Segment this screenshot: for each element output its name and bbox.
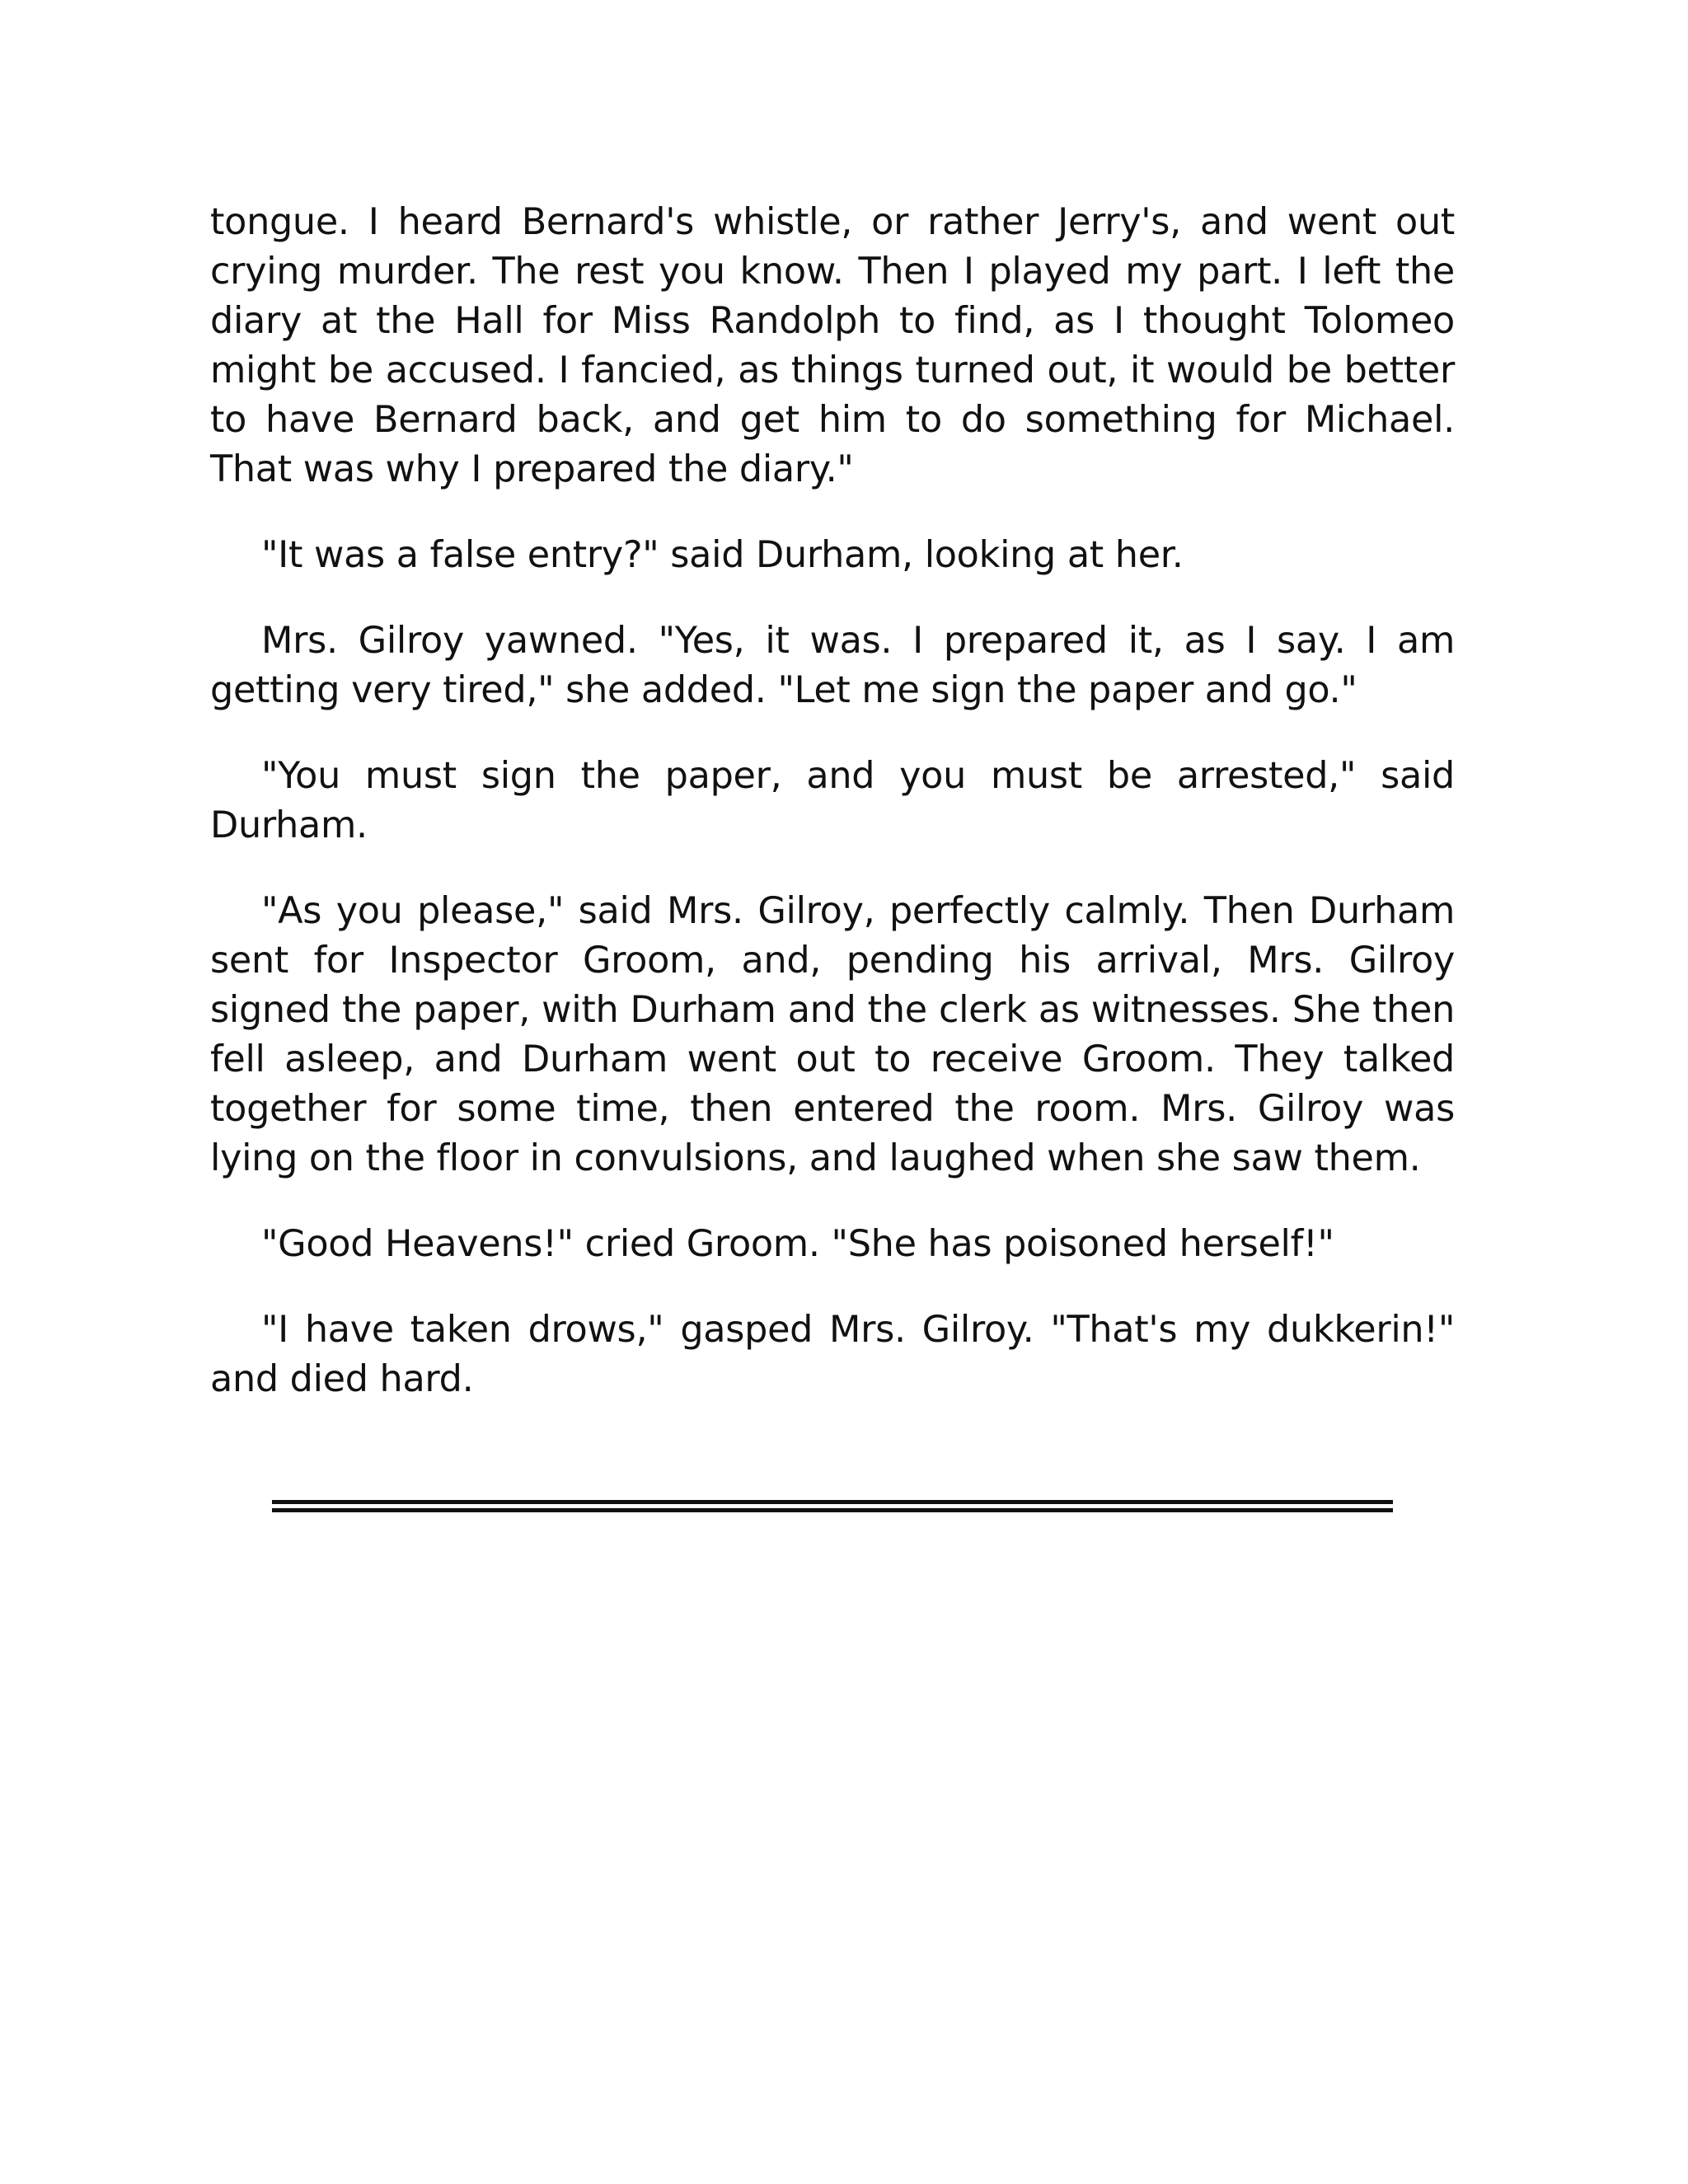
paragraph-continuation: tongue. I heard Bernard's whistle, or rather Jerry's, and went out crying murder. The rest you know. Then I played my part. I left the diary at the Hall for Miss Randolph to find, as I thought Tolomeo might be accused. I fancied, as things turned out, it would be better to have Bernard back, and get him to do something for Michael. That was why I prepared the diary."	[210, 201, 1455, 490]
paragraph: "Good Heavens!" cried Groom. "She has poisoned herself!"	[261, 1223, 1334, 1265]
document-body	[210, 198, 1455, 1441]
paragraph: "As you please," said Mrs. Gilroy, perfectly calmly. Then Durham sent for Inspector Groom, and, pending his arrival, Mrs. Gilroy signed the paper, with Durham and the clerk as witnesses. She then fell asleep, and Durham went out to receive Groom. They talked together for some time, then entered the room. Mrs. Gilroy was lying on the floor in convulsions, and laughed when she saw them.	[210, 890, 1455, 1179]
end-of-chapter-double-rule	[272, 1500, 1393, 1512]
paragraph: "It was a false entry?" said Durham, looking at her.	[261, 534, 1184, 576]
paragraph: "I have taken drows," gasped Mrs. Gilroy. "That's my dukkerin!" and died hard.	[210, 1309, 1455, 1400]
paragraph: Mrs. Gilroy yawned. "Yes, it was. I prepared it, as I say. I am getting very tired," she added. "Let me sign the paper and go."	[210, 620, 1455, 711]
paragraph: "You must sign the paper, and you must be arrested," said Durham.	[210, 755, 1455, 846]
